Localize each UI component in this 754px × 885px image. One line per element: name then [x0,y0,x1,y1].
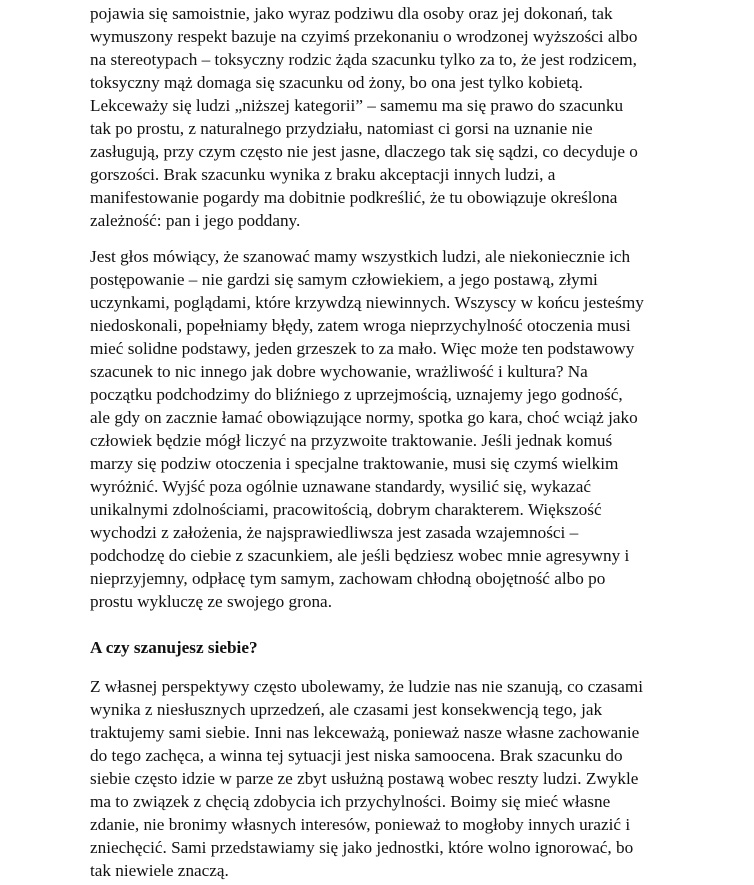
text-line: początku podchodzimy do bliźniego z uprzejmością, uznajemy jego godność, [90,385,623,404]
text-line: toksyczny mąż domaga się szacunku od żony, bo ona jest tylko kobietą. [90,73,583,92]
text-line: szacunek to nic innego jak dobre wychowanie, wrażliwość i kultura? Na [90,362,588,381]
text-line: człowiek będzie mógł liczyć na przyzwoite traktowanie. Jeśli jednak komuś [90,431,613,450]
text-line: ma to związek z chęcią zdobycia ich przychylności. Boimy się mieć własne [90,792,611,811]
text-line: ale gdy on zacznie łamać obowiązujące normy, spotka go kara, choć wciąż jako [90,408,638,427]
text-line: siebie często idzie w parze ze zbyt usłużną postawą wobec reszty ludzi. Zwykle [90,769,639,788]
text-line: gorszości. Brak szacunku wynika z braku akceptacji innych ludzi, a [90,165,556,184]
text-line: wychodzi z założenia, że najsprawiedliwsza jest zasada wzajemności – [90,523,579,542]
text-line: wynika z niesłusznych uprzedzeń, ale czasami jest konsekwencją tego, jak [90,700,603,719]
text-line: zależność: pan i jego poddany. [90,211,301,230]
text-line: tak po prostu, z naturalnego przydziału, natomiast ci gorsi na uznanie nie [90,119,593,138]
text-line: zdanie, nie bronimy własnych interesów, ponieważ to mogłoby innych urazić i [90,815,631,834]
text-line: na stereotypach – toksyczny rodzic żąda szacunku tylko za to, że jest rodzicem, [90,50,637,69]
text-line: manifestowanie pogardy ma dobitnie podkreślić, że tu obowiązuje określona [90,188,618,207]
text-line: prostu wykluczę ze swojego grona. [90,592,332,611]
text-line: zasługują, przy czym często nie jest jasne, dlaczego tak się sądzi, co decyduje o [90,142,638,161]
text-line: Z własnej perspektywy często ubolewamy, że ludzie nas nie szanują, co czasami [90,677,643,696]
text-line: wymuszony respekt bazuje na czyimś przekonaniu o wrodzonej wyższości albo [90,27,638,46]
text-line: do tego zachęca, a winna tej sytuacji jest niska samoocena. Brak szacunku do [90,746,623,765]
text-line: tak niewiele znaczą. [90,861,229,880]
text-line: marzy się podziw otoczenia i specjalne traktowanie, musi się czymś wielkim [90,454,619,473]
text-line: postępowanie – nie gardzi się samym człowiekiem, a jego postawą, złymi [90,270,598,289]
text-line: wyróżnić. Wyjść poza ogólnie uznawane standardy, wysilić się, wykazać [90,477,592,496]
section-heading: A czy szanujesz siebie? [90,638,258,657]
text-line: Jest głos mówiący, że szanować mamy wszystkich ludzi, ale niekoniecznie ich [90,247,631,266]
text-line: traktujemy sami siebie. Inni nas lekceważą, ponieważ nasze własne zachowanie [90,723,640,742]
text-line: Lekceważy się ludzi „niższej kategorii” – samemu ma się prawo do szacunku [90,96,624,115]
text-line: nieprzyjemny, odpłacę tym samym, zachowam chłodną obojętność albo po [90,569,606,588]
text-line: zniechęcić. Sami przedstawiamy się jako jednostki, które wolno ignorować, bo [90,838,634,857]
text-line: unikalnymi zdolnościami, pracowitością, dobrym charakterem. Większość [90,500,602,519]
text-line: niedoskonali, popełniamy błędy, zatem wroga nieprzychylność otoczenia musi [90,316,631,335]
text-line: mieć solidne podstawy, jeden grzeszek to za mało. Więc może ten podstawowy [90,339,635,358]
text-line: pojawia się samoistnie, jako wyraz podziwu dla osoby oraz jej dokonań, tak [90,4,613,23]
text-line: uczynkami, poglądami, które krzywdzą niewinnych. Wszyscy w końcu jesteśmy [90,293,644,312]
text-line: podchodzę do ciebie z szacunkiem, ale jeśli będziesz wobec mnie agresywny i [90,546,630,565]
